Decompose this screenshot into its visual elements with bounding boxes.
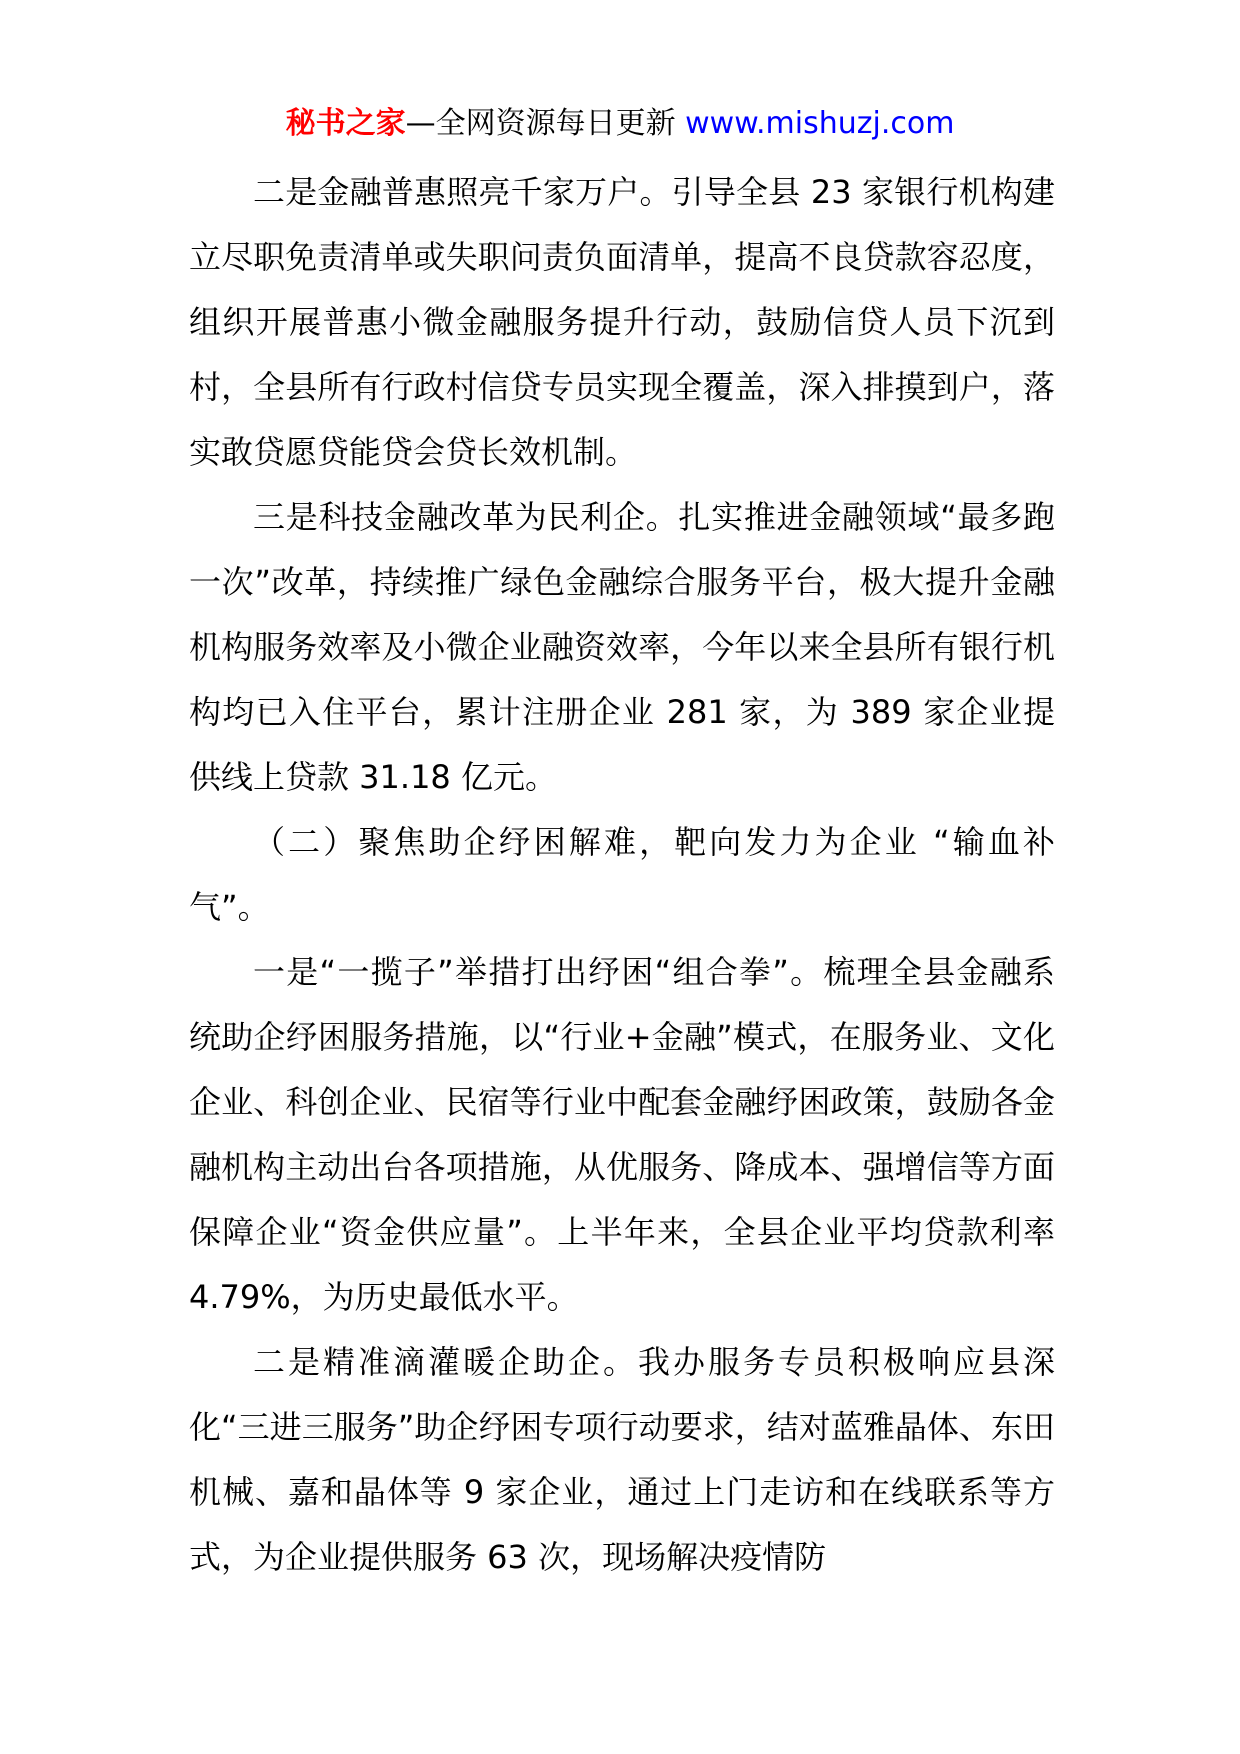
paragraph: 二是金融普惠照亮千家万户。引导全县 23 家银行机构建立尽职免责清单或失职问责负面清单，提高不良贷款容忍度，组织开展普惠小微金融服务提升行动，鼓励信贷人员下沉到村，全县所有行政村信贷专员实现全覆盖，深入排摸到户，落实敢贷愿贷能贷会贷长效机制。: [189, 173, 1055, 471]
document-body: [189, 160, 1055, 1590]
page-header: [0, 102, 1240, 146]
header-url-link[interactable]: www.mishuzj.com: [685, 106, 955, 141]
paragraph: 三是科技金融改革为民利企。扎实推进金融领域“最多跑一次”改革，持续推广绿色金融综合服务平台，极大提升金融机构服务效率及小微企业融资效率，今年以来全县所有银行机构均已入住平台，累计注册企业 281 家，为 389 家企业提供线上贷款 31.18 亿元。: [189, 498, 1055, 796]
section-heading: （二）聚焦助企纾困解难，靶向发力为企业 “输血补气”。: [189, 823, 1055, 926]
paragraph: 一是“一揽子”举措打出纾困“组合拳”。梳理全县金融系统助企纾困服务措施，以“行业+金融”模式，在服务业、文化企业、科创企业、民宿等行业中配套金融纾困政策，鼓励各金融机构主动出台各项措施，从优服务、降成本、强增信等方面保障企业“资金供应量”。上半年来，全县企业平均贷款利率 4.79%，为历史最低水平。: [189, 953, 1055, 1316]
header-slogan: —全网资源每日更新: [405, 106, 686, 141]
header-brand: 秘书之家: [285, 106, 406, 141]
paragraph: 二是精准滴灌暖企助企。我办服务专员积极响应县深化“三进三服务”助企纾困专项行动要求，结对蓝雅晶体、东田机械、嘉和晶体等 9 家企业，通过上门走访和在线联系等方式，为企业提供服务 63 次，现场解决疫情防: [189, 1343, 1055, 1576]
